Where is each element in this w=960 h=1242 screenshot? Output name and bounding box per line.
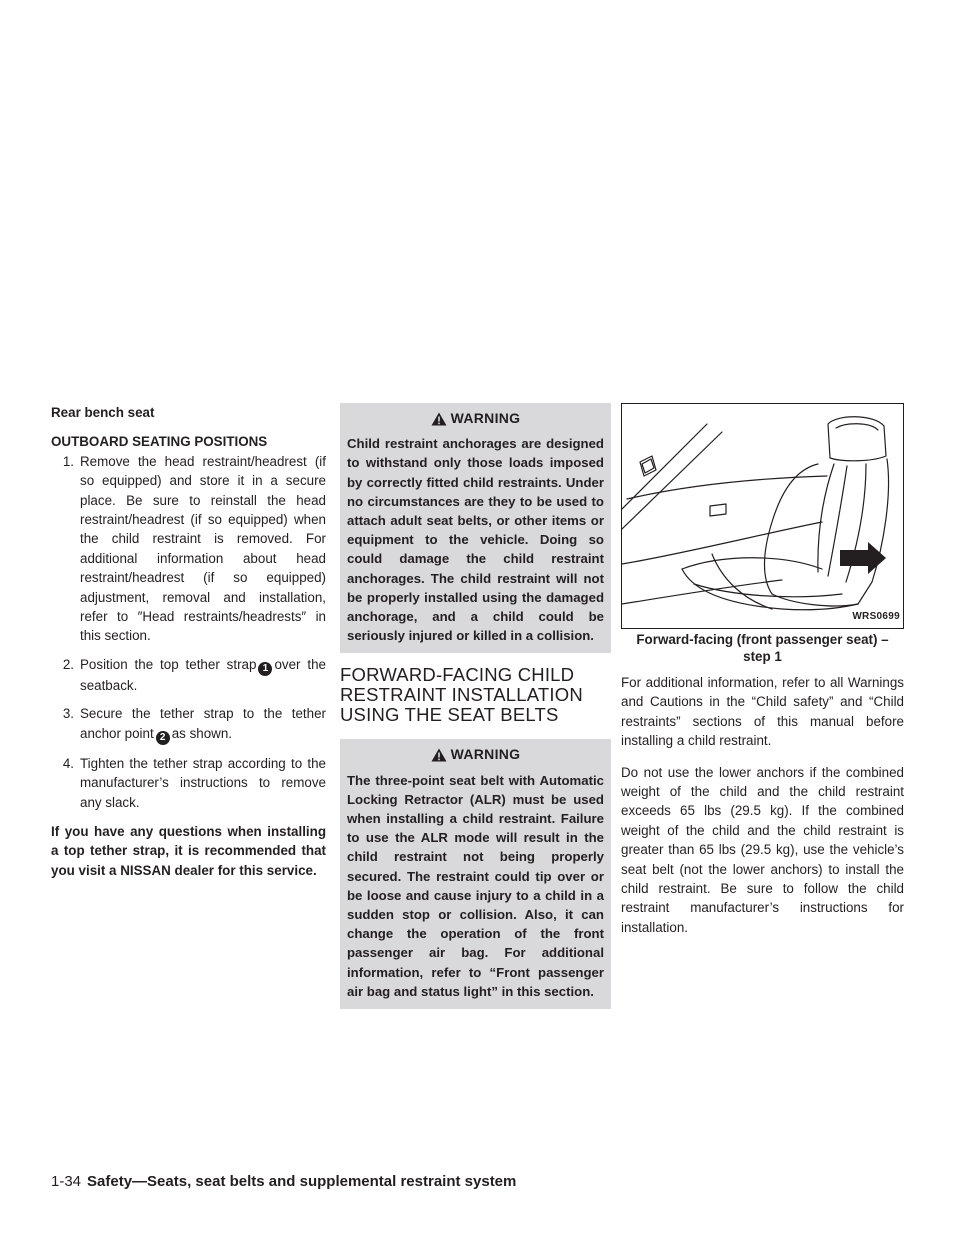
figure-code: WRS0699 [852,610,900,622]
step-1 [51,452,326,646]
paragraph-warnings: For additional information, refer to all Warnings and Cautions in the “Child safety” and “Child restraints” sections of this manual before installing a child restraint. [621,675,904,749]
step-text [80,655,326,695]
section-heading-forward-facing: FORWARD-FACING CHILD RESTRAINT INSTALLATION USING THE SEAT BELTS [340,664,583,726]
step-number: 2. [62,656,74,672]
warning-title [347,409,604,428]
paragraph-lower-anchors: Do not use the lower anchors if the combined weight of the child and the child restraint exceeds 65 lbs (29.5 kg). If the combined weight of the child and the child restraint is greater than 65 lbs (29.5 kg), use the vehicle’s seat belt (not the lower anchors) to install the child restraint. Be sure to follow the child restraint manufacturer’s instructions for installation. [621,764,904,935]
subheading-outboard: OUTBOARD SEATING POSITIONS [51,434,268,450]
left-column [51,403,326,880]
page-footer [51,1173,516,1190]
step-text [80,704,326,744]
warning-triangle-icon [431,412,447,426]
right-column [621,403,904,949]
figure-caption: Forward-facing (front passenger seat) – step 1 [636,632,889,664]
section-heading: Rear bench seat [51,405,155,420]
warning-label: WARNING [450,410,521,426]
step-2 [51,655,326,695]
step-number: 4. [62,755,74,771]
warning-title [347,745,604,764]
dealer-note: If you have any questions when installing a top tether strap, it is recommended that you visit a NISSAN dealer for this service. [51,823,326,878]
warning-box-anchorages [340,403,611,653]
page-number: 1-34 [51,1173,82,1190]
step-text: Remove the head restraint/headrest (if so equipped) and store it in a secure place. Be sure to reinstall the head restraint/headrest (if so equipped) when the child restraint is removed. For additional information about head restraint/headrest (if so equipped) adjustment, removal and installation, refer to ″Head restraints/headrests″ in this section. [80,453,326,644]
callout-marker-2: 2 [156,731,170,745]
warning-box-alr [340,739,611,1009]
middle-column [340,403,611,1009]
step-text-post: over the seatback. [80,656,326,693]
seat-drawing [622,404,903,628]
warning-label: WARNING [450,746,521,763]
step-number: 1. [62,453,74,469]
seat-illustration [621,403,904,629]
chapter-title: Safety—Seats, seat belts and supplemental restraint system [87,1173,517,1190]
warning-triangle-icon [431,748,447,762]
step-3 [51,704,326,744]
callout-marker-1: 1 [258,662,272,676]
step-text-post: as shown. [171,725,232,741]
step-text-pre: Secure the tether strap to the tether anchor point [80,706,326,741]
step-4 [51,754,326,812]
step-number: 3. [62,706,74,722]
step-text-pre: Position the top tether strap [80,656,257,672]
warning-text: Child restraint anchorages are designed to withstand only those loads imposed by correctly fitted child restraints. Under no circumstances are they to be used to attach adult seat belts, or other items or equipment to the vehicle. Doing so could damage the child restraint anchorages. The child restraint will not be properly installed using the damaged anchorage, and a child could be seriously injured or killed in a collision. [347,436,604,644]
step-text: Tighten the tether strap according to the manufacturer’s instructions to remove any slack. [80,755,326,810]
warning-text: The three-point seat belt with Automatic Locking Retractor (ALR) must be used when installing a child restraint. Failure to use the ALR mode will result in the child restraint not being properly secured. The restraint could tip over or be loose and cause injury to a child in a sudden stop or collision. Also, it can change the operation of the front passenger air bag. For additional information, refer to “Front passenger air bag and status light” in this section. [347,772,604,999]
